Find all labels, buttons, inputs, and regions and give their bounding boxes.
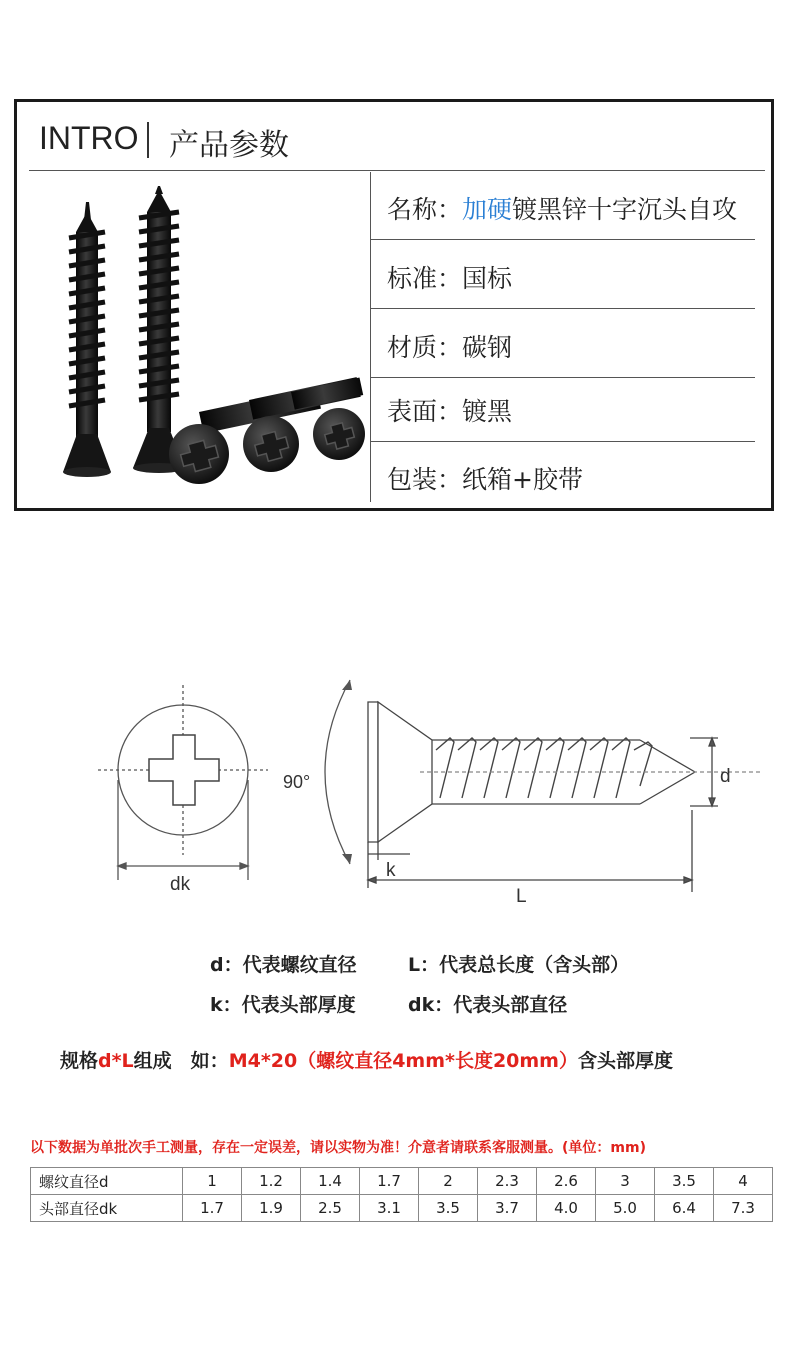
- spec-value: 镀黑锌十字沉头自攻: [512, 195, 738, 224]
- legend-d: d：代表螺纹直径: [210, 954, 357, 976]
- table-cell: 3.1: [360, 1195, 419, 1222]
- spec-row-surface: [371, 374, 755, 442]
- spec-row-name: [371, 172, 755, 240]
- spec-suffix: 组成 如：: [133, 1050, 229, 1072]
- table-cell: 2.3: [478, 1168, 537, 1195]
- table-cell: 1: [183, 1168, 242, 1195]
- intro-header: [29, 102, 765, 171]
- head-top-view: [98, 685, 268, 880]
- table-cell: 1.7: [183, 1195, 242, 1222]
- table-cell: 3.7: [478, 1195, 537, 1222]
- size-table: [30, 1167, 773, 1222]
- row-header: 螺纹直径d: [31, 1168, 183, 1195]
- intro-panel: [14, 99, 774, 511]
- table-cell: 2.5: [301, 1195, 360, 1222]
- table-cell: 1.7: [360, 1168, 419, 1195]
- table-cell: 1.4: [301, 1168, 360, 1195]
- table-cell: 2.6: [537, 1168, 596, 1195]
- spec-formula-line: [60, 1046, 673, 1073]
- table-cell: 4: [714, 1168, 773, 1195]
- table-cell: 7.3: [714, 1195, 773, 1222]
- spec-value: 镀黑: [462, 397, 513, 426]
- spec-row-packing: [371, 442, 755, 510]
- intro-title-zh: 产品参数: [169, 128, 289, 163]
- label-k: k: [386, 860, 396, 881]
- spec-example: M4*20（螺纹直径4mm*长度20mm）: [228, 1050, 578, 1072]
- label-angle: 90°: [283, 772, 311, 792]
- spec-highlight: 加硬: [462, 195, 513, 224]
- spec-label: 名称：: [387, 195, 463, 224]
- table-cell: 1.2: [242, 1168, 301, 1195]
- spec-row-standard: [371, 241, 755, 309]
- spec-prefix: 规格: [60, 1050, 99, 1072]
- table-cell: 6.4: [655, 1195, 714, 1222]
- table-cell: 1.9: [242, 1195, 301, 1222]
- row-header: 头部直径dk: [31, 1195, 183, 1222]
- legend-L: L：代表总长度（含头部）: [408, 954, 630, 976]
- table-cell: 2: [419, 1168, 478, 1195]
- spec-label: 表面：: [387, 397, 463, 426]
- label-dk: dk: [170, 874, 191, 895]
- label-L: L: [516, 886, 527, 907]
- spec-value: 国标: [462, 264, 513, 293]
- table-cell: 3: [596, 1168, 655, 1195]
- intro-title-en: INTRO: [39, 120, 139, 156]
- label-d: d: [720, 766, 731, 787]
- spec-value: 纸箱+胶带: [462, 465, 583, 494]
- legend-dk: dk：代表头部直径: [408, 994, 568, 1016]
- screw-dimension-drawing: [0, 650, 790, 910]
- spec-row-material: [371, 310, 755, 378]
- product-photo: [29, 172, 371, 504]
- spec-label: 包装：: [387, 465, 463, 494]
- spec-label: 标准：: [387, 264, 463, 293]
- spec-formula: d*L: [98, 1050, 134, 1072]
- spec-label: 材质：: [387, 333, 463, 362]
- spec-value: 碳钢: [462, 333, 513, 362]
- table-row: [31, 1195, 773, 1222]
- table-cell: 3.5: [655, 1168, 714, 1195]
- measurement-note: 以下数据为单批次手工测量，存在一定误差，请以实物为准！介意者请联系客服测量。(单位：mm): [30, 1140, 646, 1156]
- table-row: [31, 1168, 773, 1195]
- spec-tail: 含头部厚度: [577, 1050, 673, 1072]
- legend-k: k：代表头部厚度: [210, 994, 356, 1016]
- title-divider: [147, 122, 149, 158]
- table-cell: 3.5: [419, 1195, 478, 1222]
- table-cell: 4.0: [537, 1195, 596, 1222]
- table-cell: 5.0: [596, 1195, 655, 1222]
- screws-photo-illustration: [29, 172, 371, 504]
